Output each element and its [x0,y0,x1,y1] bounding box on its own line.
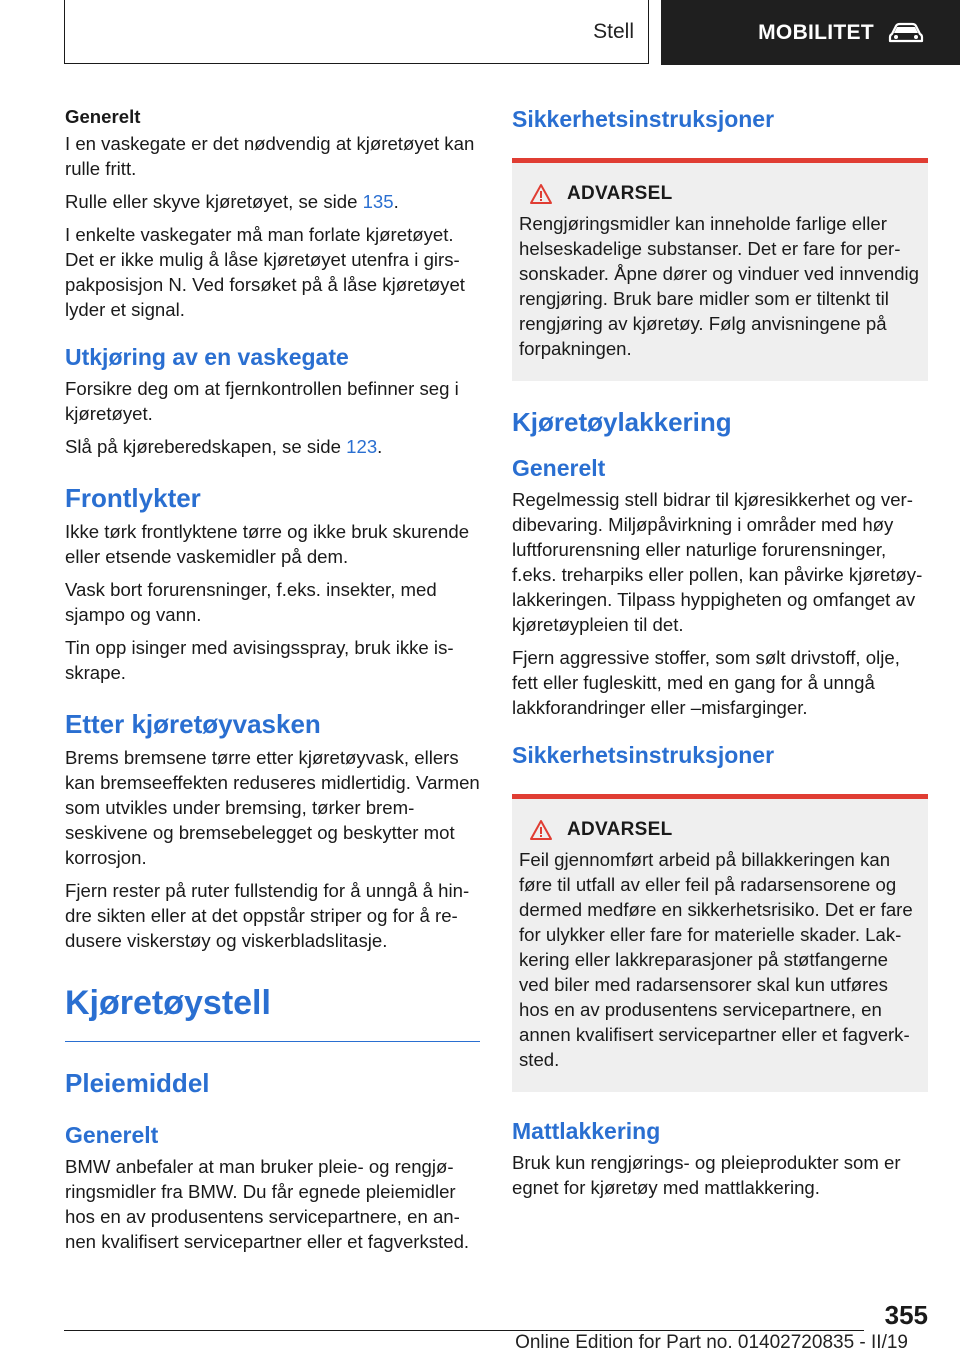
warning-triangle-icon [529,183,553,205]
section-tab[interactable] [64,0,649,64]
heading-rule [65,1041,480,1042]
paragraph: Fjern rester på ruter fullstendig for å unngå å hindre sikten eller at det oppstår striper og for å redusere viskerstøy og viskerbladslitasje. [65,880,470,951]
page-link-135[interactable]: 135 [362,191,394,212]
left-column [65,104,480,1262]
edition-text: Online Edition for Part no. 01402720835 - II/19 [515,1332,908,1353]
page-link-123[interactable]: 123 [346,436,378,457]
warning-triangle-icon [529,819,553,841]
heading-utkjoring: Utkjøring av en vaskegate [65,344,349,370]
paragraph: BMW anbefaler at man bruker pleie- og rengjøringsmidler fra BMW. Du får egnede pleiemidler hos en av produsentens servicepartnere, en annen kvalifisert servicepartner eller et fagverksted. [65,1156,470,1252]
heading-generelt: Generelt [65,1122,159,1148]
paragraph: Bruk kun rengjørings- og pleieprodukter som er egnet for kjøretøy med mattlakkering. [512,1152,901,1198]
heading-pleiemiddel: Pleiemiddel [65,1068,210,1098]
paragraph: Regelmessig stell bidrar til kjøresikkerhet og verdibevaring. Miljøpåvirkning i områder med høy luftforurensning eller naturlige forurensninger, f.eks. treharpiks eller pollen, kan påvirke kjøretøylakkeringen. Tilpass hyppigheten og omfanget av kjøretøypleien til det. [512,489,923,635]
section-tab-label: Stell [593,19,634,43]
heading-generelt: Generelt [512,455,606,481]
right-column [512,104,928,1208]
page-number: 355 [884,1300,928,1330]
heading-kjoretoystell: Kjøretøystell [65,984,271,1022]
warning-header [529,183,920,205]
paragraph: Fjern aggressive stoffer, som sølt drivstoff, olje, fett eller fugleskitt, med en gang for å unngå lakkforandringer eller –misfarginger. [512,647,900,718]
chapter-tab[interactable] [661,0,960,65]
heading-sikkerhet: Sikkerhetsinstruksjoner [512,106,775,132]
heading-generelt: Generelt [65,106,141,127]
heading-frontlykter: Frontlykter [65,483,201,513]
paragraph: I enkelte vaskegater må man forlate kjøretøyet. Det er ikke mulig å låse kjøretøyet utenfra i girspakposisjon N. Ved forsøket på å låse kjøretøyet lyder et signal. [65,224,465,320]
paragraph: I en vaskegate er det nødvendig at kjøretøyet kan rulle fritt. [65,133,475,179]
warning-text: Rengjøringsmidler kan inneholde farlige eller helseskadelige substanser. Det er fare for personskader. Åpne dører og vinduer ved innvendig rengjøring. Bruk bare midler som er tiltenkt til rengjøring av kjøretøy. Følg anvisningene på forpakningen. [519,213,920,359]
warning-title: ADVARSEL [567,819,673,840]
paragraph: Vask bort forurensninger, f.eks. insekter, med sjampo og vann. [65,579,437,625]
warning-title: ADVARSEL [567,183,673,204]
paragraph: Brems bremsene tørre etter kjøretøyvask, ellers kan bremseeffekten reduseres midlertidig. Varmen som utvikles under bremsing, tørker bremseskivene og bremsebelegget og beskytter mot korrosjon. [65,747,480,868]
heading-sikkerhet: Sikkerhetsinstruksjoner [512,742,775,768]
page-header [0,0,960,66]
paragraph: Forsikre deg om at fjernkontrollen befinner seg i kjøretøyet. [65,378,459,424]
warning-box [512,158,928,381]
heading-etter-vask: Etter kjøretøyvasken [65,709,321,739]
paragraph: Tin opp isinger med avisingsspray, bruk ikke isskrape. [65,637,454,683]
chapter-tab-label: MOBILITET [758,20,874,44]
heading-lakkering: Kjøretøylakkering [512,407,732,437]
footer-rule [64,1330,864,1331]
paragraph: Ikke tørk frontlyktene tørre og ikke bruk skurende eller etsende vaskemidler på dem. [65,521,470,567]
warning-header [529,819,920,841]
warning-text: Feil gjennomført arbeid på billakkeringen kan føre til utfall av eller feil på radarsensorene og dermed medføre en sikkerhetsrisiko. Det er fare for ulykker eller fare for materielle skader. Lakkering eller lakkreparasjoner på støtfangerne ved biler med radarsensorer skal kun utføres hos en av produsentens servicepartnere, en annen kvalifisert servicepartner eller et fagverksted. [519,849,913,1070]
heading-mattlakkering: Mattlakkering [512,1118,661,1144]
paragraph: Slå på kjøreberedskapen, se side 123. [65,436,383,457]
car-icon [888,22,924,44]
paragraph: Rulle eller skyve kjøretøyet, se side 135. [65,191,399,212]
warning-box [512,794,928,1092]
